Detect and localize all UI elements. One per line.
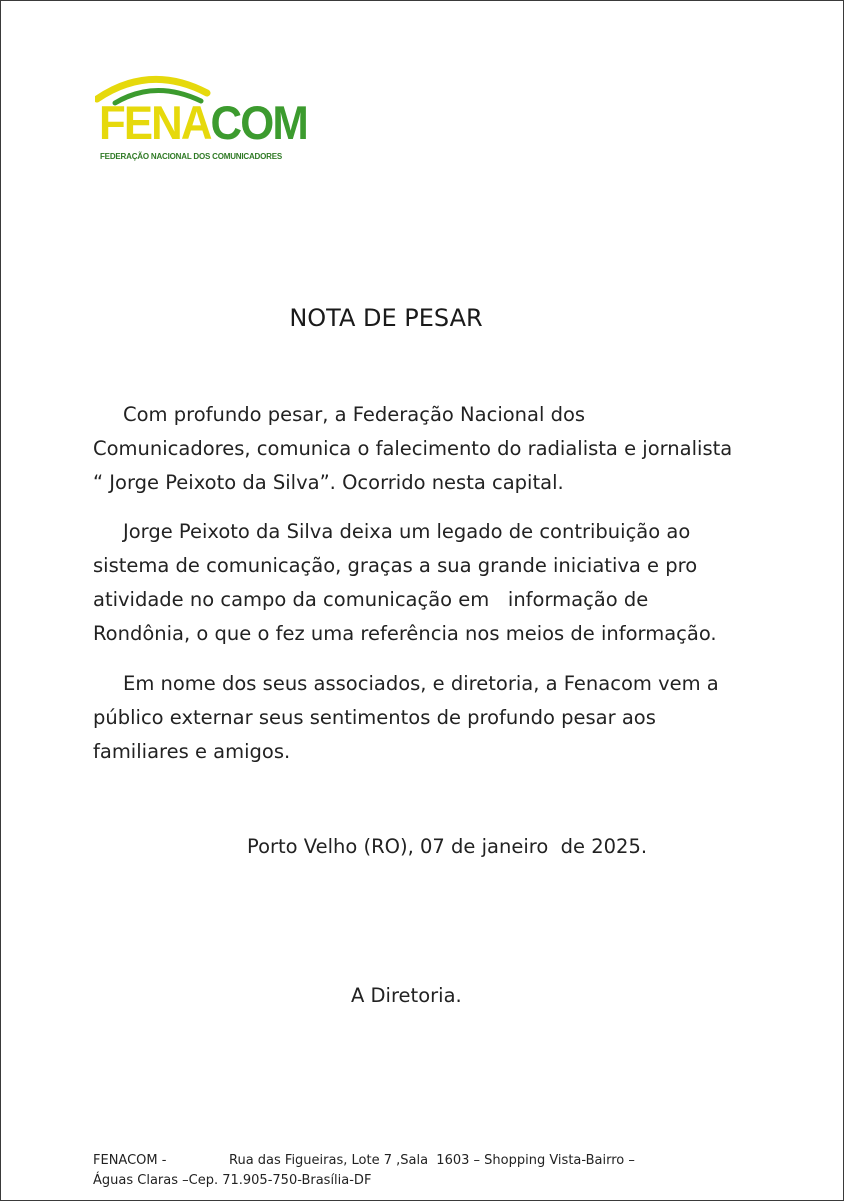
footer-address-line2: Águas Claras –Cep. 71.905-750-Brasília-DF [93, 1173, 372, 1188]
logo-subtitle: FEDERAÇÃO NACIONAL DOS COMUNICADORES [100, 152, 282, 161]
fenacom-logo [95, 67, 305, 167]
paragraph-line: familiares e amigos. [93, 740, 291, 763]
paragraph-line: Em nome dos seus associados, e diretoria, a Fenacom vem a [123, 672, 719, 695]
footer-address-line1: Rua das Figueiras, Lote 7 ,Sala 1603 – Shopping Vista-Bairro – [229, 1153, 635, 1168]
paragraph-line: sistema de comunicação, graças a sua grande iniciativa e pro [93, 554, 698, 577]
paragraph-line: Rondônia, o que o fez uma referência nos meios de informação. [93, 622, 717, 645]
paragraph-3 [93, 667, 753, 769]
paragraph-line: atividade no campo da comunicação em informação de [93, 588, 649, 611]
paragraph-line: Jorge Peixoto da Silva deixa um legado de contribuição ao [123, 520, 691, 543]
paragraph-line: “ Jorge Peixoto da Silva”. Ocorrido nesta capital. [93, 471, 564, 494]
paragraph-line: Com profundo pesar, a Federação Nacional dos [123, 403, 586, 426]
paragraph-2 [93, 515, 753, 651]
logo-wordmark [99, 96, 307, 149]
paragraph-1 [93, 398, 753, 500]
document-title: NOTA DE PESAR [289, 304, 483, 332]
dateline: Porto Velho (RO), 07 de janeiro de 2025. [247, 835, 648, 858]
logo-word-part1: FENA [99, 96, 211, 149]
paragraph-line: Comunicadores, comunica o falecimento do radialista e jornalista [93, 437, 733, 460]
footer-org: FENACOM - [93, 1153, 167, 1168]
paragraph-line: público externar seus sentimentos de profundo pesar aos [93, 706, 656, 729]
logo-word-part2: COM [210, 96, 307, 149]
signature: A Diretoria. [351, 984, 462, 1007]
footer-address [93, 1151, 635, 1191]
